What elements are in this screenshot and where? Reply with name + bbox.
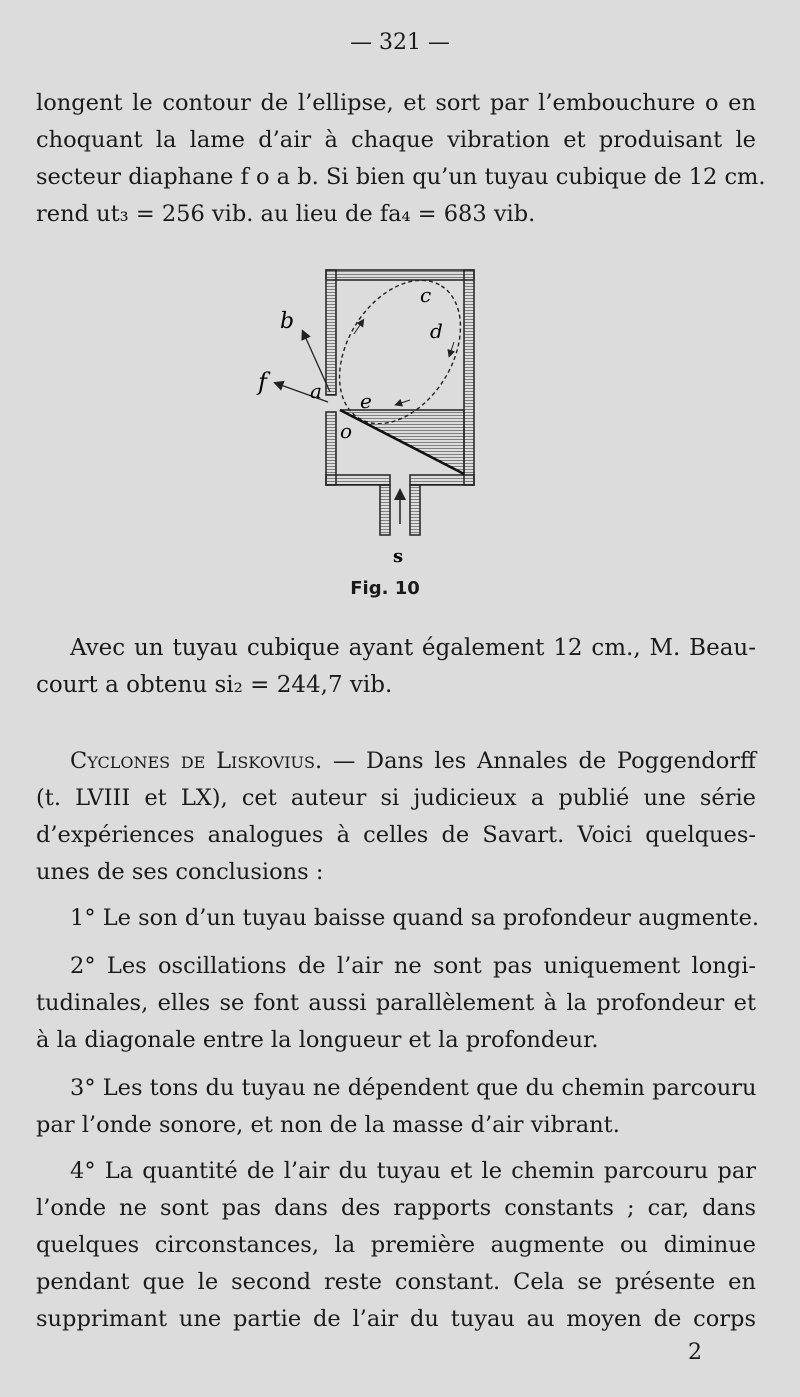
text-line: 2° Les oscillations de l’air ne sont pas uniquement longi- [70,953,756,979]
label-e: e [360,389,372,413]
label-f: f [258,368,267,396]
text-line: Avec un tuyau cubique ayant également 12 cm., M. Beau- [70,635,756,661]
conclusion-4 [36,1153,756,1338]
text-line: supprimant une partie de l’air du tuyau au moyen de corps [36,1306,756,1332]
label-b: b [280,309,295,334]
text-line: quelques circonstances, la première augmente ou diminue [36,1232,756,1258]
text-line: tudinales, elles se font aussi parallèlement à la profondeur et [36,990,756,1016]
text-line: court a obtenu si₂ = 244,7 vib. [36,672,393,698]
conclusion-3 [36,1070,756,1144]
cubic-pipe-diagram [240,262,500,582]
figure-caption: Fig. 10 [350,578,420,599]
text-line: d’expériences analogues à celles de Savart. Voici quelques- [36,822,756,848]
pipe-bottom-wall-left [326,475,390,485]
pipe-right-wall [464,270,474,485]
text-line: choquant la lame d’air à chaque vibration et produisant le [36,127,756,153]
pipe-top-wall [326,270,474,280]
text-line: à la diagonale entre la longueur et la profondeur. [36,1027,599,1053]
text-line: rend ut₃ = 256 vib. au lieu de fa₄ = 683 vib. [36,201,536,227]
flow-arrow [398,400,410,404]
label-d: d [430,319,443,343]
text-line: Cyclones de Liskovius. — Dans les Annales de Poggendorff [70,748,756,774]
text-line: 4° La quantité de l’air du tuyau et le chemin parcouru par [70,1158,756,1184]
pipe-left-wall-upper [326,270,336,395]
text-line: 3° Les tons du tuyau ne dépendent que du chemin parcouru [70,1075,757,1101]
section-heading: Cyclones de Liskovius. [70,748,323,774]
flow-arrow [354,322,362,334]
label-c: c [420,283,432,307]
beaucourt-paragraph [36,630,756,704]
page-number: — 321 — [350,30,450,55]
pipe-left-wall-lower [326,412,336,485]
label-s: s [393,546,404,567]
text-line: (t. LVIII et LX), cet auteur si judicieux a publié une série [36,785,756,811]
intro-paragraph [36,85,766,233]
flow-arrow [450,342,454,354]
conclusion-1 [36,900,760,937]
label-o: o [340,419,353,443]
conclusion-2 [36,948,756,1059]
text-line: pendant que le second reste constant. Cela se présente en [36,1269,756,1295]
inlet-tube-right [410,485,420,535]
text-line: secteur diaphane f o a b. Si bien qu’un tuyau cubique de 12 cm. [36,164,766,190]
figure-10-diagram [240,262,500,582]
text-line: 1° Le son d’un tuyau baisse quand sa profondeur augmente. [70,905,760,931]
label-a: a [310,379,322,403]
pipe-bottom-wall-right [410,475,474,485]
text-line: longent le contour de l’ellipse, et sort par l’embouchure o en [36,90,756,116]
text-line: par l’onde sonore, et non de la masse d’air vibrant. [36,1112,620,1138]
text-line: unes de ses conclusions : [36,859,324,885]
signature-mark: 2 [688,1340,702,1365]
cyclones-paragraph [36,743,756,891]
inlet-tube-left [380,485,390,535]
text-line: l’onde ne sont pas dans des rapports constants ; car, dans [36,1195,756,1221]
